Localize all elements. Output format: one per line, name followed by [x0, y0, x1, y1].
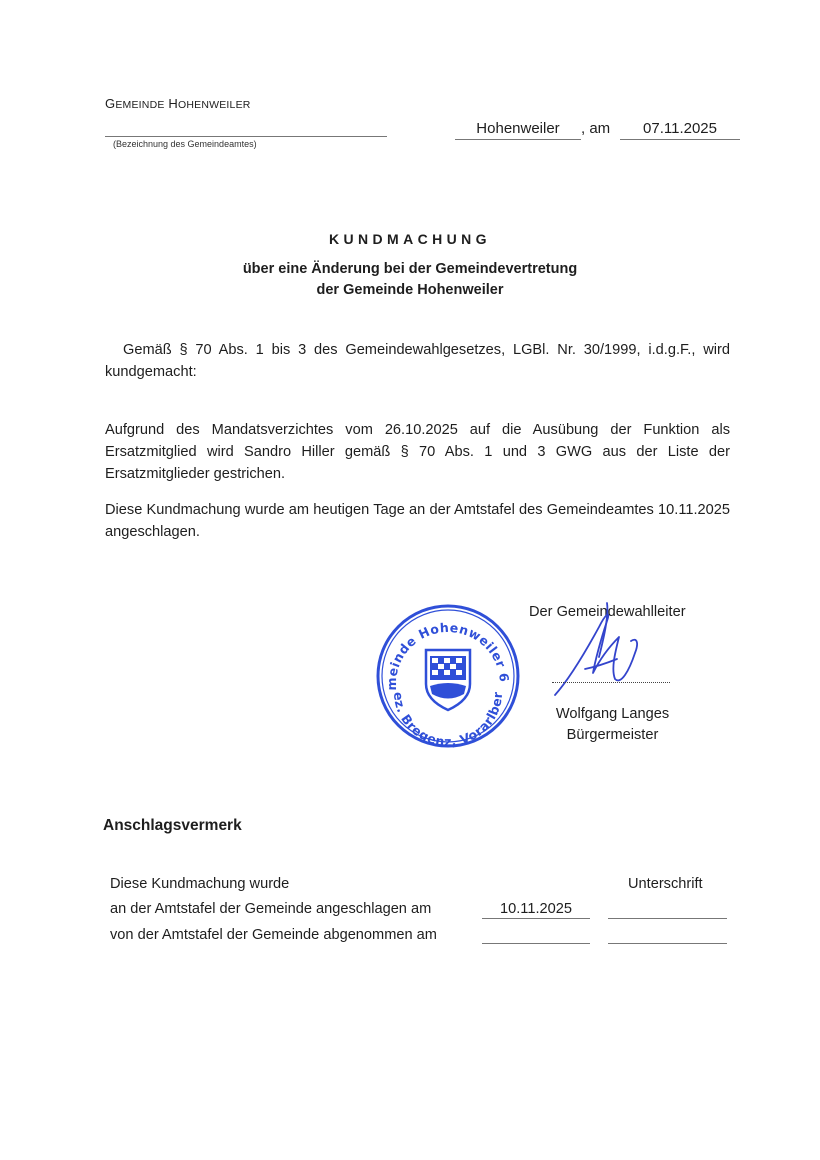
municipality-first-letter: G: [105, 96, 116, 111]
date-connector: , am: [581, 120, 611, 137]
posting-paragraph: Diese Kundmachung wurde am heutigen Tage an der Amtstafel des Gemeindeamtes 10.11.2025 angeschlagen.: [105, 502, 730, 540]
signatory-name: Wolfgang Langes: [555, 706, 670, 722]
coat-of-arms-icon: [426, 650, 470, 710]
signature-column-header: Unterschrift: [628, 876, 703, 892]
removed-date-line: [482, 943, 590, 944]
document-subtitle-line1: über eine Änderung bei der Gemeindevertretung: [242, 261, 578, 277]
removed-label: von der Amtstafel der Gemeinde abgenommen am: [110, 927, 437, 943]
posting-note-heading: Anschlagsvermerk: [103, 817, 242, 834]
municipality-second-letter: H: [168, 96, 178, 111]
document-subtitle-line2: der Gemeinde Hohenweiler: [316, 282, 504, 298]
seal-text-bottom: ez. Bregenz, Vorarlber: [390, 691, 506, 750]
official-seal: [372, 600, 522, 750]
place-underline: [455, 139, 581, 140]
posted-label: an der Amtstafel der Gemeinde angeschlagen am: [110, 901, 432, 917]
signatory-title: Der Gemeindewahlleiter: [529, 604, 686, 620]
seal-text-top: meinde Hohenweiler 6: [383, 619, 513, 691]
municipality-second-rest: OHENWEILER: [177, 99, 251, 111]
municipality-caption: (Bezeichnung des Gemeindeamtes): [113, 139, 257, 149]
posted-signature-line: [608, 918, 727, 919]
date-field: 07.11.2025: [643, 120, 717, 137]
signatory-role: Bürgermeister: [566, 727, 659, 743]
posting-note-intro: Diese Kundmachung wurde: [110, 876, 290, 892]
handwritten-signature-icon: [545, 597, 645, 702]
municipality-name: [105, 96, 251, 111]
seal-graphic: [372, 600, 522, 750]
posted-date: 10.11.2025: [500, 901, 572, 917]
date-underline: [620, 139, 740, 140]
municipality-first-rest: EMEINDE: [115, 99, 165, 111]
document-title: KUNDMACHUNG: [329, 231, 491, 247]
place-field: Hohenweiler: [476, 120, 560, 137]
signature-line: [552, 682, 670, 683]
municipality-underline: [105, 136, 387, 137]
posted-date-line: [482, 918, 590, 919]
removed-signature-line: [608, 943, 727, 944]
main-paragraph: Aufgrund des Mandatsverzichtes vom 26.10.2025 auf die Ausübung der Funktion als Ersatzmitglied wird Sandro Hiller gemäß § 70 Abs. 1 und 3 GWG aus der Liste der Ersatzmitglieder gestrichen.: [105, 422, 730, 482]
intro-paragraph: Gemäß § 70 Abs. 1 bis 3 des Gemeindewahlgesetzes, LGBl. Nr. 30/1999, i.d.g.F., wird kundgemacht:: [105, 342, 730, 380]
